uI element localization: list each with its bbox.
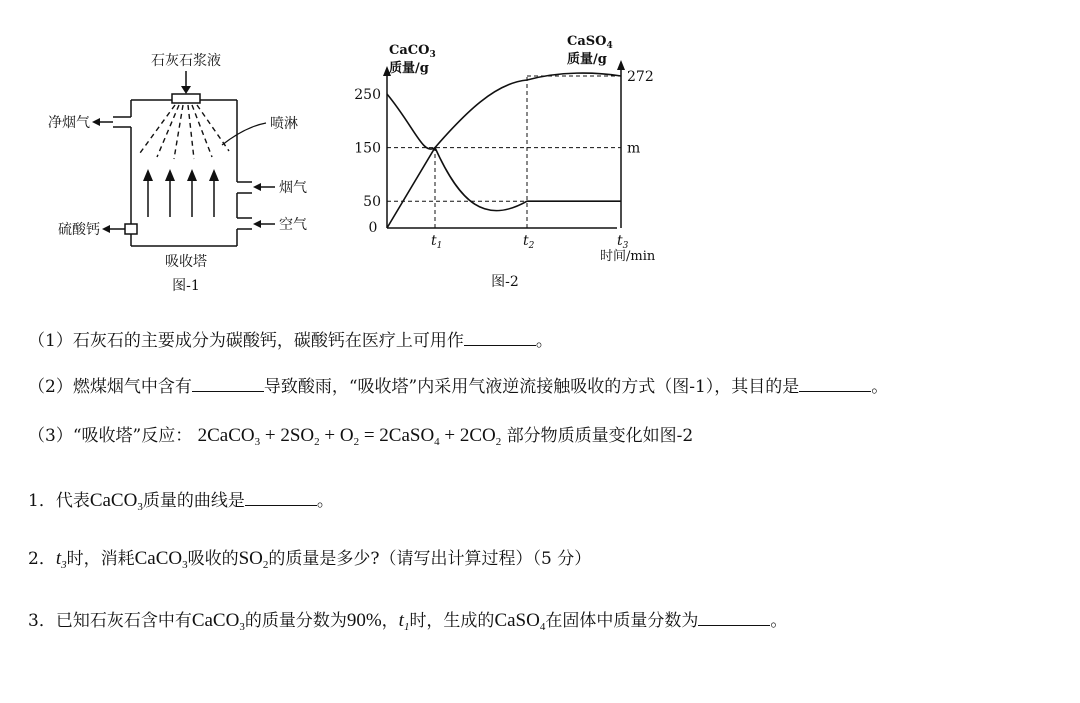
s2-formula-1: CaCO$_3$ [134,548,188,571]
series-curve-2 [387,73,621,228]
s1-end: 。 [316,491,334,511]
figure-2-caption: 图-2 [491,274,519,290]
y-left-tick-250: 250 [354,87,381,103]
clean-gas-label: 净烟气 [48,115,90,131]
calcium-sulfate-label: 硫酸钙 [58,222,100,238]
q2-text-a: （2）燃煤烟气中含有 [28,377,192,397]
series-curve-1 [387,94,621,211]
y-left-tick-50: 50 [363,194,381,211]
s3-formula-2: CaSO$_4$ [494,610,546,633]
s1-text-a: 1．代表 [28,491,90,511]
question-1 [28,327,553,353]
s2-text-c: 的质量是多少?（请写出计算过程）（5 分） [268,549,592,569]
q3-text: （3）“吸收塔”反应： [28,426,193,446]
s3-comma: ， [381,611,399,631]
y-right-label-formula: CaSO$_4$ [567,34,613,51]
s3-percentage: 90% [346,610,382,631]
y-left-tick-150: 150 [354,140,381,157]
spray-label: 喷淋 [270,116,298,132]
tower-label: 吸收塔 [165,254,207,270]
x-axis-label: 时间/min [600,249,656,264]
x-tick-t3: $t_3$ [617,233,629,251]
q1-answer-blank[interactable] [464,327,536,346]
question-3 [28,424,693,448]
sub-question-1 [28,487,334,513]
y-left-label-unit: 质量/g [389,61,429,76]
lime-slurry-label: 石灰石浆液 [151,53,221,69]
air-label: 空气 [279,217,307,233]
y-left-label-formula: CaCO$_3$ [389,43,436,60]
s1-formula: CaCO$_3$ [89,490,143,513]
q3-text-end: 部分物质质量变化如图-2 [506,426,694,446]
reaction-equation: 2CaCO$_3$ + $2SO_2 + O_2$ = 2CaSO$_4$ + $2CO_2$ [197,425,502,448]
s3-answer-blank[interactable] [698,607,770,626]
s2-text-b: 吸收的 [187,549,239,569]
q2-text-b: 导致酸雨，“吸收塔”内采用气液逆流接触吸收的方式（图-1），其目的是 [263,377,800,397]
flue-gas-label: 烟气 [279,180,307,196]
s2-formula-2: $SO_2$ [238,548,269,571]
s3-text-d: 时，生成的 [409,611,495,631]
s1-text-b: 质量的曲线是 [142,491,245,511]
s3-text-b: 的质量分数为 [244,611,347,631]
y-right-label-unit: 质量/g [567,52,607,67]
q1-end: 。 [535,331,553,351]
sub-question-3 [28,607,787,633]
y-right-tick-m: m [627,140,641,157]
q2-end: 。 [871,377,889,397]
s3-formula-1: CaCO$_3$ [191,610,245,633]
figure-1-absorption-tower [40,45,340,300]
s2-number: 2． [28,549,56,569]
s3-text-e: 在固体中质量分数为 [545,611,699,631]
q2-answer-blank-2[interactable] [799,373,871,392]
y-right-tick-272: 272 [627,69,654,85]
x-tick-t1: $t_1$ [431,233,443,251]
s1-answer-blank[interactable] [245,487,317,506]
origin-label: 0 [368,220,378,236]
s2-text-a: 时，消耗 [66,549,135,569]
figure-2-mass-chart [345,28,675,298]
q1-text: （1）石灰石的主要成分为碳酸钙，碳酸钙在医疗上可用作 [28,331,464,351]
s3-text-a: 3．已知石灰石含中有 [28,611,192,631]
figure-1-caption: 图-1 [172,278,200,294]
s3-time: $t_1$ [398,610,410,633]
question-2 [28,373,888,399]
s3-end: 。 [770,611,788,631]
x-tick-t2: $t_2$ [523,233,535,251]
s2-time: $t_3$ [55,548,67,571]
sub-question-2 [28,547,591,571]
q2-answer-blank-1[interactable] [192,373,264,392]
